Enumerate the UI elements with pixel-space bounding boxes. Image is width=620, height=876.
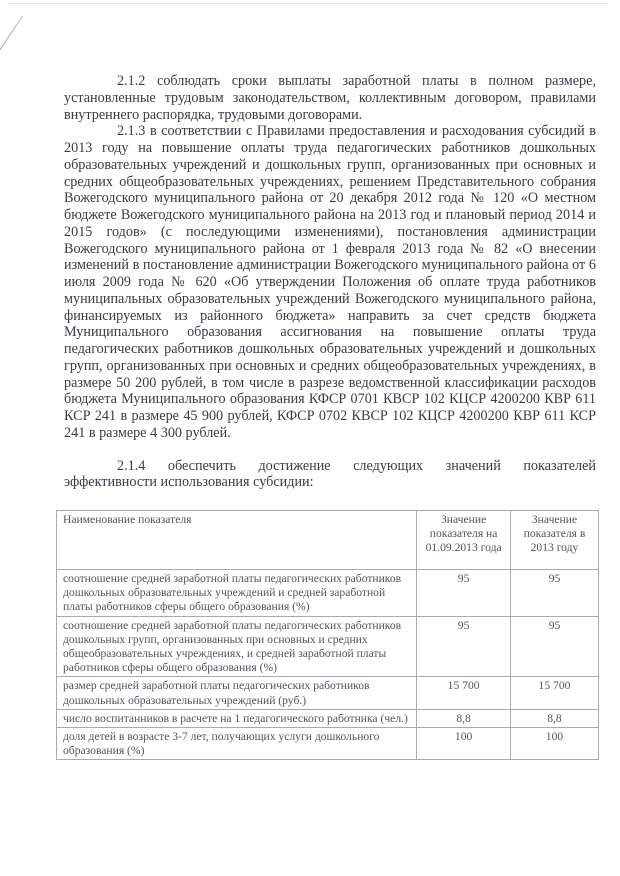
scan-artifact-line <box>0 16 23 76</box>
value-on-date: 15 700 <box>417 677 511 709</box>
value-year: 8,8 <box>510 709 598 727</box>
table-row <box>57 728 599 760</box>
indicators-table-container <box>56 510 599 760</box>
indicator-name: число воспитанников в расчете на 1 педагогического работника (чел.) <box>57 709 417 727</box>
table-row <box>57 677 599 709</box>
table-row <box>57 570 599 617</box>
scan-top-edge <box>8 3 608 4</box>
value-on-date: 95 <box>417 616 511 677</box>
document-body <box>64 73 596 491</box>
indicator-name: размер средней заработной платы педагогических работников дошкольных образовательных учреждений (руб.) <box>57 677 417 709</box>
indicator-name: соотношение средней заработной платы педагогических работников дошкольных образовательных учреждений и средней заработной платы работников сферы общего образования (%) <box>57 570 417 617</box>
indicator-name: доля детей в возрасте 3-7 лет, получающих услуги дошкольного образования (%) <box>57 728 417 760</box>
header-value-year: Значение показателя в 2013 году <box>510 511 598 570</box>
indicators-table <box>56 510 599 760</box>
paragraph-2-1-2: 2.1.2 соблюдать сроки выплаты заработной платы в полном размере, установленные трудовым законодательством, коллективным договором, правилами внутреннего распорядка, трудовыми договорами. <box>64 73 596 123</box>
table-header-row <box>57 511 599 570</box>
value-on-date: 100 <box>417 728 511 760</box>
indicator-name: соотношение средней заработной платы педагогических работников дошкольных групп, организованных при основных и средних общеобразовательных учреждениях, и средней заработной платы работников сферы общего образования (%) <box>57 616 417 677</box>
value-year: 100 <box>510 728 598 760</box>
value-year: 95 <box>510 616 598 677</box>
value-on-date: 8,8 <box>417 709 511 727</box>
header-indicator-name: Наименование показателя <box>57 511 417 570</box>
paragraph-2-1-3: 2.1.3 в соответствии с Правилами предоставления и расходования субсидий в 2013 году на повышение оплаты труда педагогических работников дошкольных образовательных учреждений и дошкольных групп, организованных при основных и средних общеобразовательных учреждениях, решением Представительного собрания Вожегодского муниципального района от 20 декабря 2012 года № 120 «О местном бюджете Вожегодского муниципального района на 2013 год и плановый период 2014 и 2015 годов» (с последующими изменениями), постановления администрации Вожегодского муниципального района от 1 февраля 2013 года № 82 «О внесении изменений в постановление администрации Вожегодского муниципального района от 6 июля 2009 года № 620 «Об утверждении Положения об оплате труда работников муниципальных образовательных учреждений Вожегодского муниципального района, финансируемых из районного бюджета» направить за счет средств бюджета Муниципального образования ассигнования на повышение оплаты труда педагогических работников дошкольных образовательных учреждений и дошкольных групп, организованных при основных и средних общеобразовательных учреждениях, в размере 50 200 рублей, в том числе в разрезе ведомственной классификации расходов бюджета Муниципального образования КФСР 0701 КВСР 102 КЦСР 4200200 КВР 611 КСР 241 в размере 45 900 рублей, КФСР 0702 КВСР 102 КЦСР 4200200 КВР 611 КСР 241 в размере 4 300 рублей. <box>64 123 596 441</box>
header-value-on-date: Значение показателя на 01.09.2013 года <box>417 511 511 570</box>
value-year: 95 <box>510 570 598 617</box>
table-row <box>57 709 599 727</box>
value-on-date: 95 <box>417 570 511 617</box>
value-year: 15 700 <box>510 677 598 709</box>
paragraph-2-1-4: 2.1.4 обеспечить достижение следующих значений показателей эффективности использования субсидии: <box>64 457 596 491</box>
table-row <box>57 616 599 677</box>
